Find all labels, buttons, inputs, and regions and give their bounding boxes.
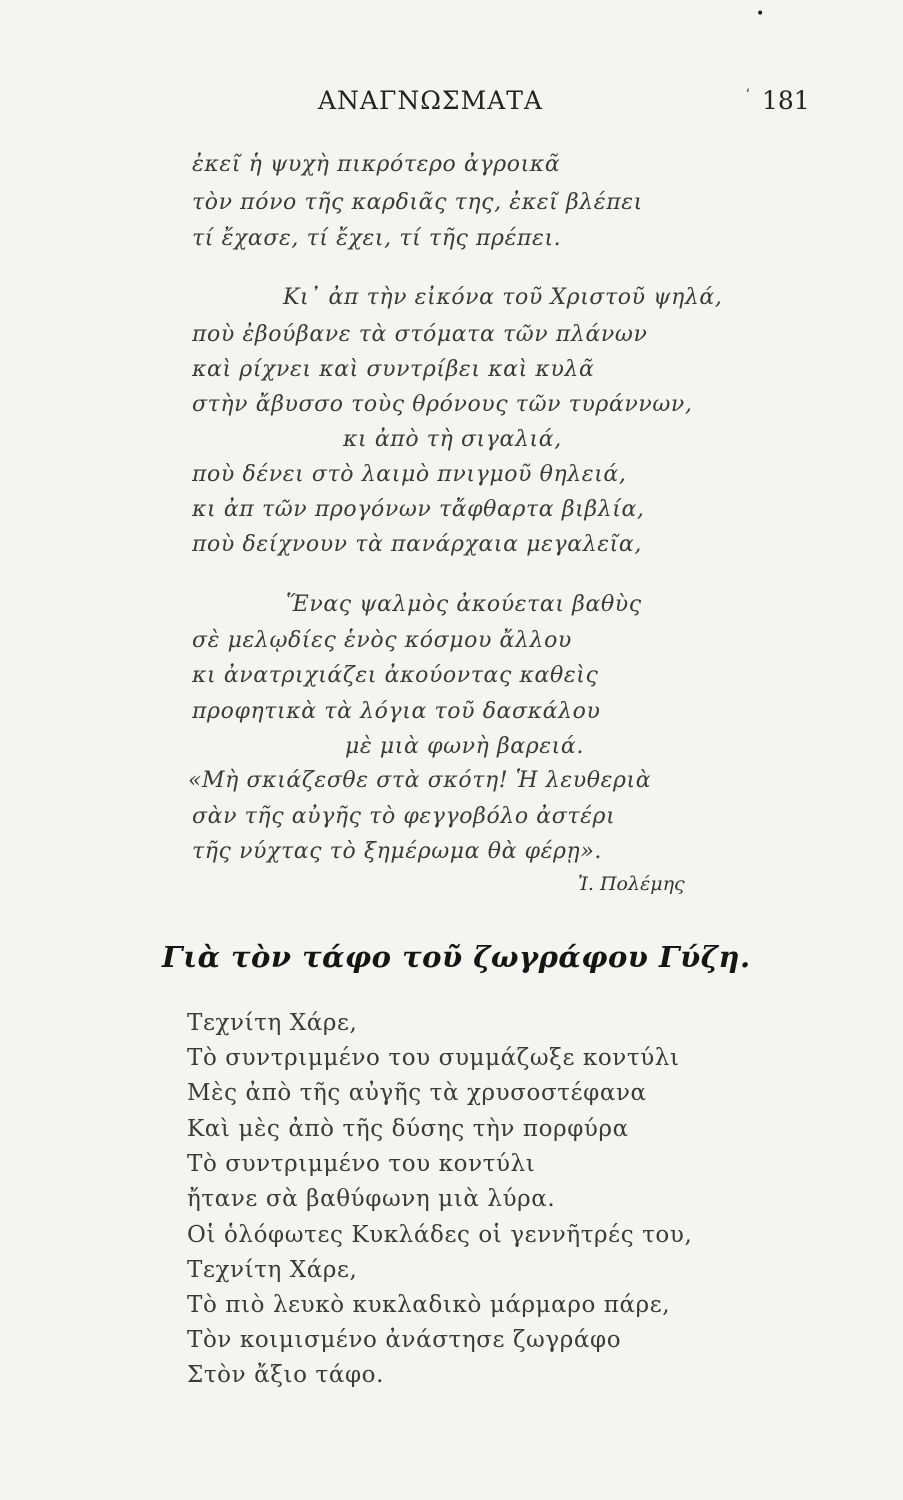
poem-line: τί ἔχασε, τί ἔχει, τί τῆς πρέπει. xyxy=(192,226,562,251)
poem-line: στὴν ἄβυσσο τοὺς θρόνους τῶν τυράννων, xyxy=(192,392,693,417)
margin-tick-mark: ʹ xyxy=(746,88,750,104)
poem-line: «Μὴ σκιάζεσθε στὰ σκότη! Ἡ λευθεριὰ xyxy=(188,768,652,793)
poem-line: Μὲς ἀπὸ τῆς αὐγῆς τὰ χρυσοστέφανα xyxy=(187,1080,647,1106)
poem-line: Τὸ πιὸ λευκὸ κυκλαδικὸ μάρμαρο πάρε, xyxy=(187,1292,671,1318)
poem-line: ποὺ δείχνουν τὰ πανάρχαια μεγαλεῖα, xyxy=(192,532,642,557)
poem-line: τὸν πόνο τῆς καρδιᾶς της, ἐκεῖ βλέπει xyxy=(192,190,643,215)
running-header: ΑΝΑΓΝΩΣΜΑΤΑ xyxy=(318,86,543,115)
poem-line: σὲ μελῳδίες ἑνὸς κόσμου ἄλλου xyxy=(192,628,572,653)
poem-line: Καὶ μὲς ἀπὸ τῆς δύσης τὴν πορφύρα xyxy=(187,1116,629,1142)
poem-line: Τὸ συντριμμένο του συμμάζωξε κοντύλι xyxy=(187,1045,680,1071)
poem-line: προφητικὰ τὰ λόγια τοῦ δασκάλου xyxy=(192,699,601,724)
poem-line: Στὸν ἄξιο τάφο. xyxy=(187,1362,385,1388)
poem-line: Τεχνίτη Χάρε, xyxy=(187,1257,358,1283)
page-number: 181 xyxy=(762,86,810,115)
poem-line: κι ἀπ τῶν προγόνων τἄφθαρτα βιβλία, xyxy=(192,497,645,522)
poem-line: κι ἀπὸ τὴ σιγαλιά, xyxy=(343,427,562,452)
poem-line: Οἱ ὁλόφωτες Κυκλάδες οἱ γεννῆτρές του, xyxy=(187,1222,693,1248)
poem-line: μὲ μιὰ φωνὴ βαρειά. xyxy=(345,734,584,759)
poem-line: Τὸν κοιμισμένο ἀνάστησε ζωγράφο xyxy=(187,1327,622,1353)
poem-line: Ἕνας ψαλμὸς ἀκούεται βαθὺς xyxy=(286,592,642,617)
poem-title: Γιὰ τὸν τάφο τοῦ ζωγράφου Γύζη. xyxy=(162,940,751,974)
poem-author: Ἰ. Πολέμης xyxy=(578,873,685,895)
printer-dot-mark: • xyxy=(756,6,765,22)
poem-line: ποὺ δένει στὸ λαιμὸ πνιγμοῦ θηλειά, xyxy=(192,462,627,487)
poem-line: τῆς νύχτας τὸ ξημέρωμα θὰ φέρῃ». xyxy=(192,839,602,864)
poem-line: Κι᾽ ἀπ τὴν εἰκόνα τοῦ Χριστοῦ ψηλά, xyxy=(283,285,723,310)
poem-line: Τὸ συντριμμένο του κοντύλι xyxy=(187,1151,536,1177)
poem-line: σὰν τῆς αὐγῆς τὸ φεγγοβόλο ἀστέρι xyxy=(192,804,616,829)
poem-line: ποὺ ἐβούβανε τὰ στόματα τῶν πλάνων xyxy=(192,322,648,347)
poem-line: κι ἀνατριχιάζει ἀκούοντας καθεὶς xyxy=(192,663,599,688)
poem-line: καὶ ρίχνει καὶ συντρίβει καὶ κυλᾶ xyxy=(192,357,595,382)
poem-line: ἤτανε σὰ βαθύφωνη μιὰ λύρα. xyxy=(187,1186,556,1212)
poem-line: ἐκεῖ ἡ ψυχὴ πικρότερο ἀγροικᾶ xyxy=(192,152,561,177)
poem-line: Τεχνίτη Χάρε, xyxy=(187,1010,358,1036)
